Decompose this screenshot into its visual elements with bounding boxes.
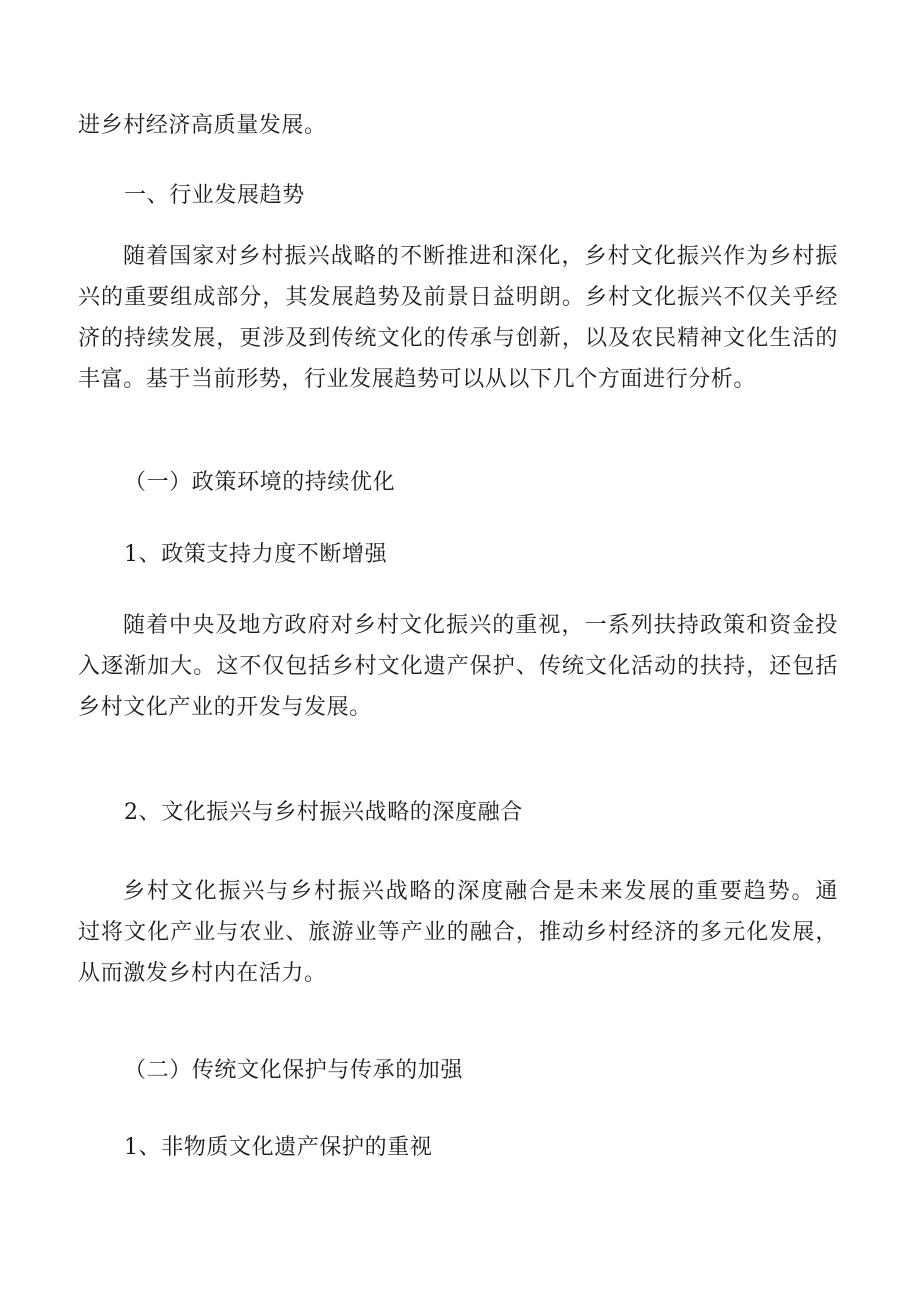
item-heading-policy-support: 1、政策支持力度不断增强 [124, 542, 388, 567]
subsection-heading-policy: （一）政策环境的持续优化 [124, 470, 396, 495]
paragraph-policy-support: 随着中央及地方政府对乡村文化振兴的重视，一系列扶持政策和资金投 入逐渐加大。这不仅包括乡村文化遗产保护、传统文化活动的扶持，还包括 乡村文化产业的开发与发展。 [78, 613, 838, 720]
subsection-heading-culture-protection: （二）传统文化保护与传承的加强 [124, 1058, 464, 1083]
item-heading-intangible-heritage: 1、非物质文化遗产保护的重视 [124, 1135, 433, 1160]
paragraph-trends-intro: 随着国家对乡村振兴战略的不断推进和深化，乡村文化振兴作为乡村振 兴的重要组成部分，其发展趋势及前景日益明朗。乡村文化振兴不仅关乎经 济的持续发展，更涉及到传统文化的传承与创新，以及农民精神文化生活的 丰富。基于当前形势，行业发展趋势可以从以下几个方面进行分析。 [78, 244, 838, 392]
item-heading-deep-integration: 2、文化振兴与乡村振兴战略的深度融合 [124, 800, 523, 825]
section-heading-trends: 一、行业发展趋势 [124, 183, 305, 208]
paragraph-continuation: 进乡村经济高质量发展。 [78, 113, 327, 138]
paragraph-deep-integration: 乡村文化振兴与乡村振兴战略的深度融合是未来发展的重要趋势。通 过将文化产业与农业、旅游业等产业的融合，推动乡村经济的多元化发展， 从而激发乡村内在活力。 [78, 879, 838, 986]
